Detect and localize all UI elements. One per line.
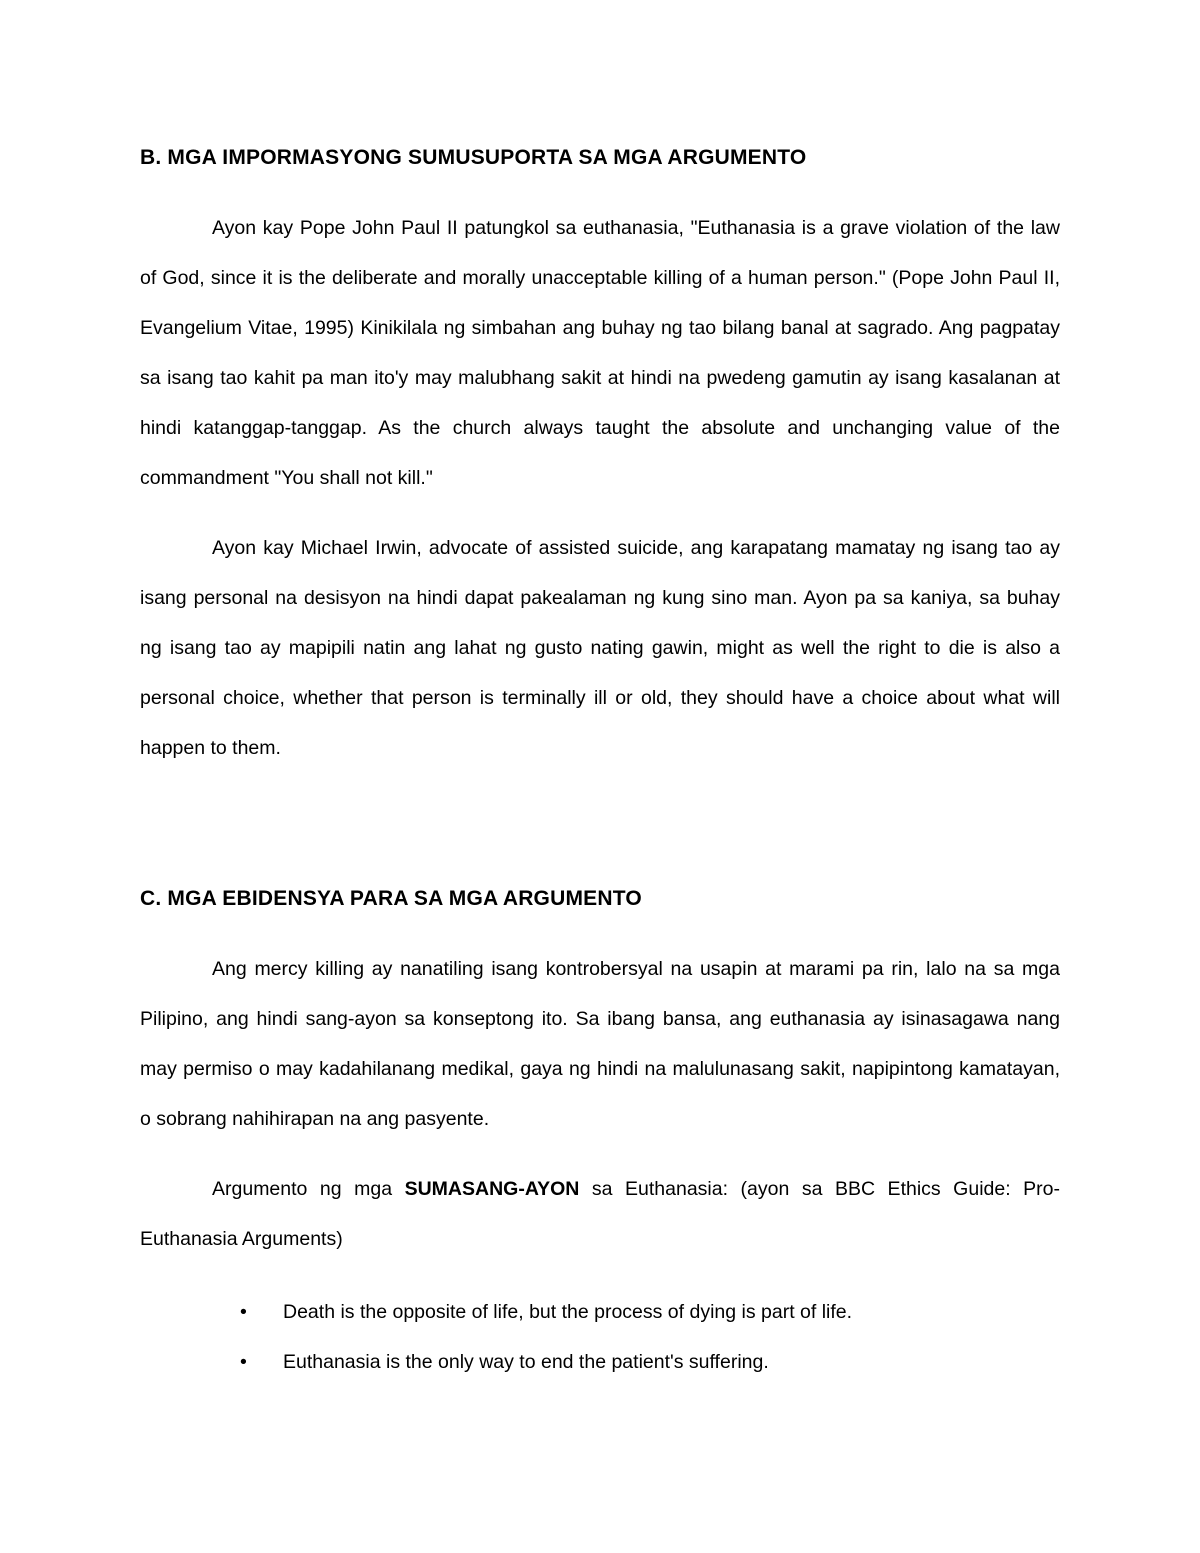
bullet-text: Euthanasia is the only way to end the patient's suffering. [283,1351,769,1373]
list-item [140,1348,1060,1376]
section-c-paragraph-2 [140,1164,1060,1264]
list-item [140,1298,1060,1326]
paragraph-2-suffix: sa Euthanasia: (ayon sa BBC Ethics Guide: Pro-Euthanasia Arguments) [140,1178,1060,1250]
paragraph-2-bold-term: SUMASANG-AYON [404,1178,580,1200]
section-b-heading: B. MGA IMPORMASYONG SUMUSUPORTA SA MGA ARGUMENTO [140,146,807,169]
document-page [140,140,1060,1376]
section-b-paragraph-2: Ayon kay Michael Irwin, advocate of assisted suicide, ang karapatang mamatay ng isang tao ay isang personal na desisyon na hindi dapat pakealaman ng kung sino man. Ayon pa sa kaniya, sa buhay ng isang tao ay mapipili natin ang lahat ng gusto nating gawin, might as well the right to die is also a personal choice, whether that person is terminally ill or old, they should have a choice about what will happen to them. [140,537,1060,759]
section-b-paragraph-1: Ayon kay Pope John Paul II patungkol sa euthanasia, "Euthanasia is a grave violation of the law of God, since it is the deliberate and morally unacceptable killing of a human person." (Pope John Paul II, Evangelium Vitae, 1995) Kinikilala ng simbahan ang buhay ng tao bilang banal at sagrado. Ang pagpatay sa isang tao kahit pa man ito'y may malubhang sakit at hindi na pwedeng gamutin ay isang kasalanan at hindi katanggap-tanggap. As the church always taught the absolute and unchanging value of the commandment "You shall not kill." [140,217,1060,489]
bullet-text: Death is the opposite of life, but the process of dying is part of life. [283,1301,853,1323]
pro-euthanasia-bullet-list [140,1298,1060,1376]
paragraph-2-prefix: Argumento ng mga [212,1178,405,1200]
section-c-paragraph-1: Ang mercy killing ay nanatiling isang kontrobersyal na usapin at marami pa rin, lalo na sa mga Pilipino, ang hindi sang-ayon sa konseptong ito. Sa ibang bansa, ang euthanasia ay isinasagawa nang may permiso o may kadahilanang medikal, gaya ng hindi na malulunasang sakit, napipintong kamatayan, o sobrang nahihirapan na ang pasyente. [140,958,1060,1130]
section-c-heading: C. MGA EBIDENSYA PARA SA MGA ARGUMENTO [140,887,642,910]
bullet-icon: • [240,1301,247,1323]
bullet-icon: • [240,1351,247,1373]
